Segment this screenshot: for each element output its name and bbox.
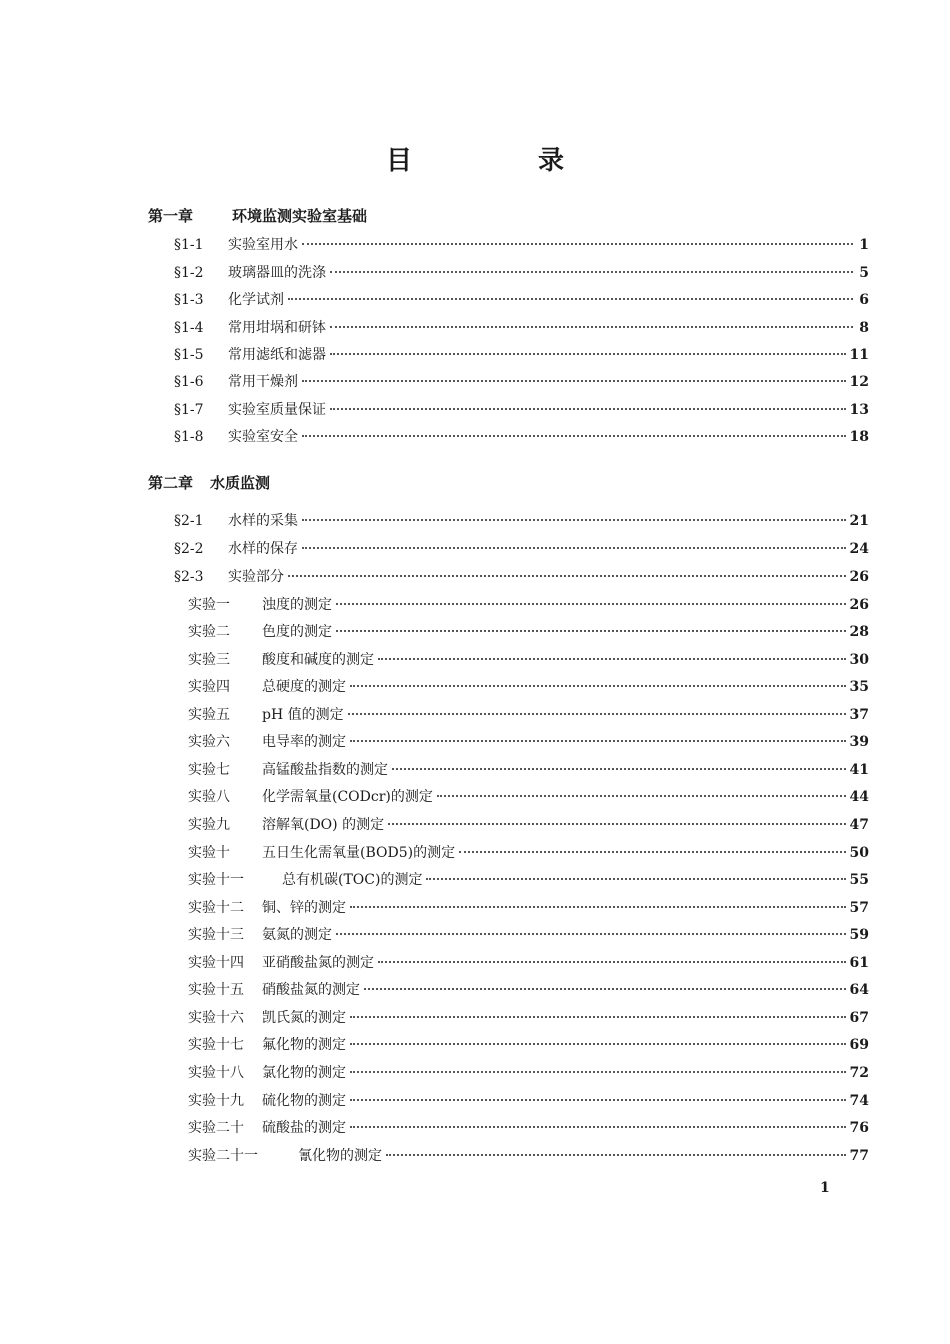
experiment-entry[interactable] [188, 594, 869, 614]
toc-entry[interactable] [174, 344, 869, 364]
page-ref: 44 [849, 789, 869, 805]
experiment-title: 铜、锌的测定 [262, 900, 346, 916]
page-ref: 12 [849, 374, 869, 390]
section-title: 玻璃器皿的洗涤 [228, 265, 326, 281]
experiment-title: 硫酸盐的测定 [262, 1120, 346, 1136]
chapter-title: 水质监测 [210, 474, 271, 492]
section-title: 常用坩埚和研钵 [228, 320, 326, 336]
page-ref: 55 [849, 872, 869, 888]
experiment-entry[interactable] [188, 1007, 869, 1027]
leader-dots [336, 630, 846, 632]
section-title: 常用滤纸和滤器 [228, 347, 326, 363]
leader-dots [330, 408, 846, 410]
experiment-title: 溶解氧(DO) 的测定 [262, 817, 385, 833]
experiment-entry[interactable] [188, 869, 869, 889]
section-code: §1-1 [174, 237, 204, 253]
chapter-heading [148, 472, 270, 493]
experiment-code: 实验十 [188, 845, 230, 861]
leader-dots [364, 988, 846, 990]
experiment-entry[interactable] [188, 1145, 869, 1165]
section-title: 实验室质量保证 [228, 402, 326, 418]
experiment-code: 实验十一 [188, 872, 244, 888]
leader-dots [336, 933, 846, 935]
leader-dots [336, 603, 846, 605]
page-ref: 67 [849, 1010, 869, 1026]
experiment-code: 实验六 [188, 734, 230, 750]
experiment-title: 五日生化需氧量(BOD5)的测定 [262, 845, 456, 861]
leader-dots [302, 519, 846, 521]
experiment-code: 实验十五 [188, 982, 244, 998]
experiment-entry[interactable] [188, 704, 869, 724]
section-code: §1-3 [174, 292, 204, 308]
leader-dots [350, 906, 846, 908]
leader-dots [330, 326, 853, 328]
leader-dots [302, 547, 846, 549]
chapter-number: 第一章 [148, 207, 194, 225]
section-title: 实验室安全 [228, 429, 298, 445]
page-ref: 6 [859, 292, 869, 308]
experiment-entry[interactable] [188, 1117, 869, 1137]
leader-dots [437, 795, 846, 797]
leader-dots [350, 740, 846, 742]
leader-dots [350, 1016, 846, 1018]
experiment-title: 色度的测定 [262, 624, 332, 640]
page-ref: 18 [849, 429, 869, 445]
page-ref: 30 [849, 652, 869, 668]
section-code: §1-2 [174, 265, 204, 281]
experiment-title: 总有机碳(TOC)的测定 [282, 872, 423, 888]
leader-dots [392, 768, 846, 770]
leader-dots [426, 878, 845, 880]
page-ref: 8 [859, 320, 869, 336]
section-title: 水样的采集 [228, 513, 298, 529]
toc-entry[interactable] [174, 234, 869, 254]
experiment-title: 高锰酸盐指数的测定 [262, 762, 388, 778]
leader-dots [350, 1071, 846, 1073]
page-ref: 76 [849, 1120, 869, 1136]
section-title: 水样的保存 [228, 541, 298, 557]
experiment-title: 酸度和碱度的测定 [262, 652, 374, 668]
section-code: §1-4 [174, 320, 204, 336]
experiment-entry[interactable] [188, 786, 869, 806]
experiment-title: 凯氏氮的测定 [262, 1010, 346, 1026]
experiment-title: 氨氮的测定 [262, 927, 332, 943]
page-number: 1 [820, 1180, 830, 1196]
experiment-code: 实验二 [188, 624, 230, 640]
experiment-title: 硝酸盐氮的测定 [262, 982, 360, 998]
experiment-code: 实验三 [188, 652, 230, 668]
experiment-entry[interactable] [188, 731, 869, 751]
page-ref: 37 [849, 707, 869, 723]
experiment-code: 实验一 [188, 597, 230, 613]
leader-dots [330, 271, 853, 273]
page-ref: 47 [849, 817, 869, 833]
experiment-entry[interactable] [188, 621, 869, 641]
experiment-entry[interactable] [188, 759, 869, 779]
page-ref: 50 [849, 845, 869, 861]
page-ref: 41 [849, 762, 869, 778]
leader-dots [330, 353, 846, 355]
page-ref: 39 [849, 734, 869, 750]
experiment-code: 实验八 [188, 789, 230, 805]
experiment-entry[interactable] [188, 649, 869, 669]
leader-dots [288, 298, 853, 300]
experiment-code: 实验十七 [188, 1037, 244, 1053]
page-ref: 26 [849, 569, 869, 585]
section-code: §1-5 [174, 347, 204, 363]
experiment-code: 实验二十一 [188, 1148, 258, 1164]
page-ref: 26 [849, 597, 869, 613]
experiment-title: 氰化物的测定 [298, 1148, 382, 1164]
leader-dots [378, 961, 846, 963]
toc-entry[interactable] [174, 426, 869, 446]
experiment-code: 实验十八 [188, 1065, 244, 1081]
experiment-code: 实验四 [188, 679, 230, 695]
page-ref: 28 [849, 624, 869, 640]
toc-entry[interactable] [174, 262, 869, 282]
experiment-entry[interactable] [188, 676, 869, 696]
experiment-entry[interactable] [188, 897, 869, 917]
toc-entry[interactable] [174, 317, 869, 337]
leader-dots [350, 1126, 846, 1128]
page-ref: 64 [849, 982, 869, 998]
page-ref: 21 [849, 513, 869, 529]
leader-dots [350, 685, 846, 687]
page-ref: 72 [849, 1065, 869, 1081]
experiment-title: 氯化物的测定 [262, 1065, 346, 1081]
page-ref: 69 [849, 1037, 869, 1053]
experiment-code: 实验十六 [188, 1010, 244, 1026]
chapter-title: 环境监测实验室基础 [232, 207, 368, 225]
experiment-code: 实验十三 [188, 927, 244, 943]
section-code: §1-7 [174, 402, 204, 418]
toc-entry[interactable] [174, 538, 869, 558]
page-ref: 11 [849, 347, 869, 363]
page-ref: 59 [849, 927, 869, 943]
section-title: 实验部分 [228, 569, 284, 585]
leader-dots [388, 823, 845, 825]
leader-dots [350, 1099, 846, 1101]
leader-dots [378, 658, 846, 660]
experiment-entry[interactable] [188, 979, 869, 999]
experiment-title: 电导率的测定 [262, 734, 346, 750]
experiment-title: 氟化物的测定 [262, 1037, 346, 1053]
toc-entry[interactable] [174, 566, 869, 586]
page-ref: 13 [849, 402, 869, 418]
experiment-title: 硫化物的测定 [262, 1093, 346, 1109]
experiment-entry[interactable] [188, 952, 869, 972]
leader-dots [350, 1043, 846, 1045]
section-code: §2-1 [174, 513, 204, 529]
experiment-code: 实验十九 [188, 1093, 244, 1109]
experiment-title: 化学需氧量(CODcr)的测定 [262, 789, 433, 805]
toc-entry[interactable] [174, 399, 869, 419]
experiment-entry[interactable] [188, 1034, 869, 1054]
toc-entry[interactable] [174, 510, 869, 530]
section-code: §1-8 [174, 429, 204, 445]
section-title: 实验室用水 [228, 237, 298, 253]
leader-dots [302, 435, 846, 437]
section-title: 化学试剂 [228, 292, 284, 308]
page-ref: 5 [859, 265, 869, 281]
experiment-entry[interactable] [188, 1062, 869, 1082]
leader-dots [302, 243, 853, 245]
page-ref: 61 [849, 955, 869, 971]
leader-dots [459, 851, 845, 853]
chapter-number: 第二章 [148, 474, 194, 492]
toc-entry[interactable] [174, 289, 869, 309]
page-ref: 24 [849, 541, 869, 557]
leader-dots [302, 380, 846, 382]
experiment-entry[interactable] [188, 1090, 869, 1110]
experiment-code: 实验七 [188, 762, 230, 778]
experiment-entry[interactable] [188, 814, 869, 834]
toc-entry[interactable] [174, 371, 869, 391]
section-title: 常用干燥剂 [228, 374, 298, 390]
page-ref: 74 [849, 1093, 869, 1109]
experiment-title: 浊度的测定 [262, 597, 332, 613]
page-ref: 77 [849, 1148, 869, 1164]
page-ref: 35 [849, 679, 869, 695]
experiment-code: 实验十二 [188, 900, 244, 916]
experiment-title: 总硬度的测定 [262, 679, 346, 695]
page-ref: 1 [859, 237, 869, 253]
experiment-code: 实验九 [188, 817, 230, 833]
experiment-code: 实验十四 [188, 955, 244, 971]
section-code: §2-3 [174, 569, 204, 585]
leader-dots [288, 575, 846, 577]
page-title: 目 录 [385, 146, 614, 176]
chapter-heading [148, 205, 367, 226]
experiment-entry[interactable] [188, 842, 869, 862]
experiment-code: 实验二十 [188, 1120, 244, 1136]
section-code: §1-6 [174, 374, 204, 390]
section-code: §2-2 [174, 541, 204, 557]
experiment-entry[interactable] [188, 924, 869, 944]
experiment-code: 实验五 [188, 707, 230, 723]
page-ref: 57 [849, 900, 869, 916]
leader-dots [386, 1154, 846, 1156]
leader-dots [348, 713, 846, 715]
experiment-title: 亚硝酸盐氮的测定 [262, 955, 374, 971]
experiment-title: pH 值的测定 [262, 707, 344, 723]
